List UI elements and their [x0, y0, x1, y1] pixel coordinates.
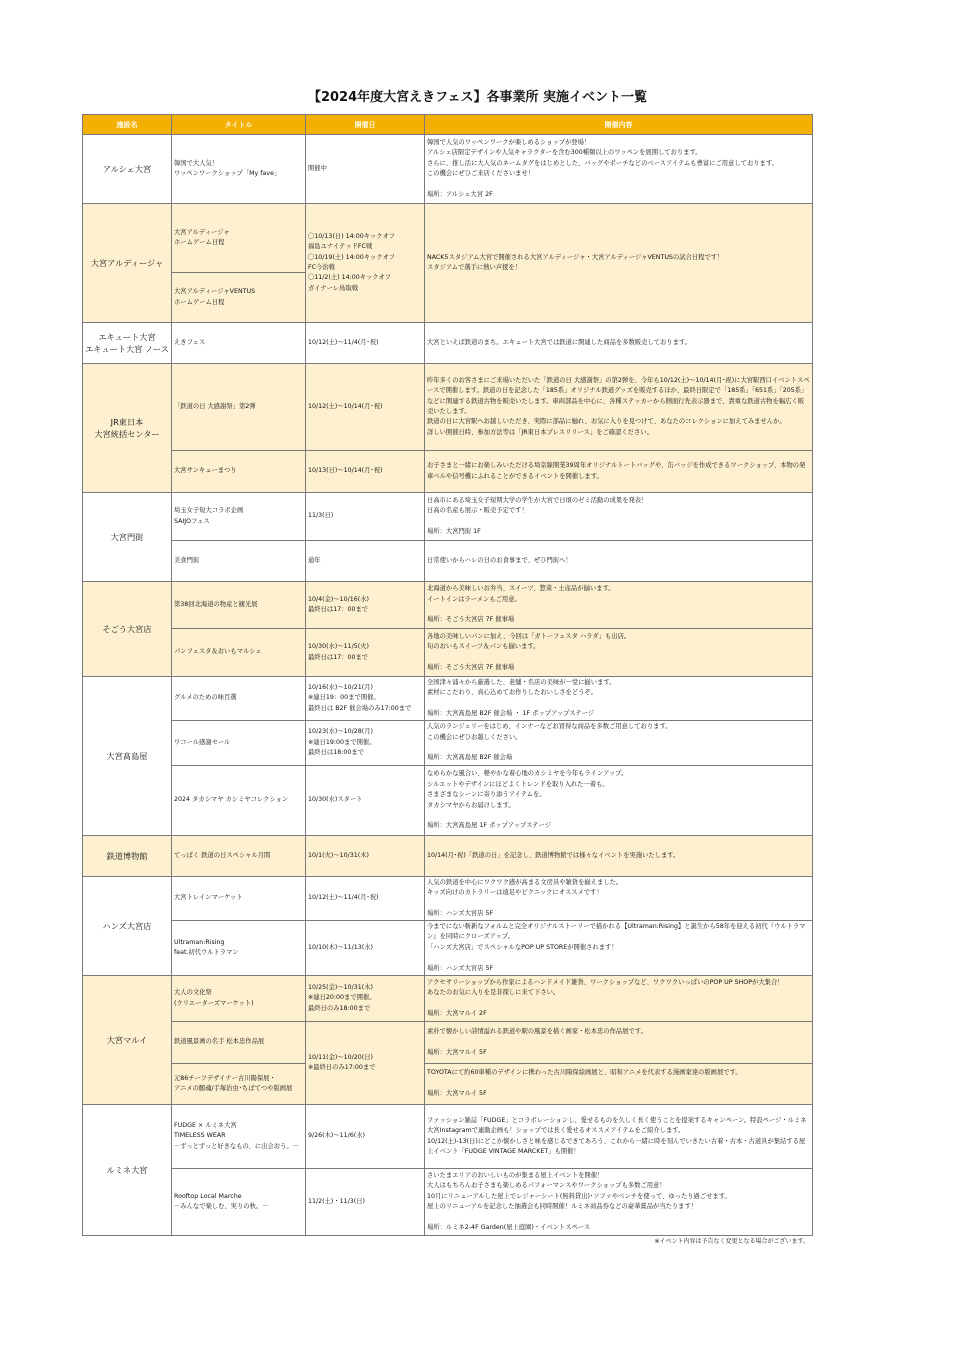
table-row: [83, 629, 813, 677]
event-date-cell: 10/13(日)～10/14(月･祝): [306, 451, 425, 493]
table-row: [83, 921, 813, 976]
event-title-cell: 元86チーフデザイナー古川陽保展・ アニメの髄魂/手塚治虫･ちばてつや版画展: [172, 1064, 306, 1105]
event-content-cell: 大宮といえば鉄道のまち。エキュート大宮では鉄道に関連した商品を多数販売しております。: [425, 323, 813, 364]
header-facility: 施設名: [83, 115, 172, 135]
table-row: [83, 836, 813, 877]
event-title-cell: 大人の文化祭 (クリエーターズマーケット): [172, 976, 306, 1022]
event-date-cell: 10/10(木)～11/13(水): [306, 921, 425, 976]
facility-cell: 大宮門街: [83, 493, 172, 582]
event-title-cell: Rooftop Local Marche －みんなで楽しむ、実りの秋。－: [172, 1169, 306, 1236]
event-title-cell: 韓国で大人気！ ワッペンワークショップ「My fave」: [172, 135, 306, 204]
event-content-cell: 人気のランジェリーをはじめ、インナーなどお買得な商品を多数ご用意しております。 この機会にぜひお越しください。 場所：大宮髙島屋 B2F 催会場: [425, 721, 813, 766]
event-title-cell: 埼玉女子短大コラボ企画 SAIJOフェス: [172, 493, 306, 541]
facility-cell: 大宮アルディージャ: [83, 204, 172, 323]
facility-cell: 大宮髙島屋: [83, 677, 172, 836]
event-date-cell: 開催中: [306, 135, 425, 204]
event-content-cell: ファッション雑誌「FUDGE」とコラボレーションし、愛せるものを久しく長く使うことを提案するキャンペーン。特設ページ・ルミネ大宮Instagramで連動企画も！ショップでは長く愛せるオススメアイテムをご紹介します。 10/12(土)-13(日)にどこか懐かしさと味を感じるできてあろう、これから一緒に時を刻んでいきたい古着・古本・古道具が集結する屋上イベント「FUDGE VINTAGE MARCKET」も開催！: [425, 1105, 813, 1169]
table-body: [83, 135, 813, 1236]
event-title-cell: パンフェスタ＆おいもマルシェ: [172, 629, 306, 677]
facility-cell: ハンズ大宮店: [83, 877, 172, 976]
event-title-cell: FUDGE × ルミネ大宮 TIMELESS WEAR －ずっとずっと好きなもの、に出会おう。－: [172, 1105, 306, 1169]
table-row: [83, 1169, 813, 1236]
facility-cell: エキュート大宮 エキュート大宮 ノース: [83, 323, 172, 364]
table-row: [83, 766, 813, 836]
event-date-cell: 10/30(水)～11/5(火) 最終日は17：00まで: [306, 629, 425, 677]
facility-cell: JR東日本 大宮統括センター: [83, 364, 172, 493]
event-title-cell: 鉄道風景画の名手 松本忠作品展: [172, 1022, 306, 1064]
event-date-cell: 〇10/13(日) 14:00キックオフ 福島ユナイテッドFC戦 〇10/19(土) 14:00キックオフ FC今治戦 〇11/2(土) 14:00キックオフ ガイナーレ鳥取戦: [306, 204, 425, 323]
table-row: [83, 582, 813, 629]
table-row: [83, 541, 813, 582]
event-title-cell: えきフェス: [172, 323, 306, 364]
table-row: [83, 877, 813, 921]
event-content-cell: 北海道から美味しいお弁当、スイーツ、惣菜・土産品が揃います。 イートインはラーメンもご用意。 場所：そごう大宮店 7F 催事場: [425, 582, 813, 629]
event-title-cell: 大宮トレインマーケット: [172, 877, 306, 921]
facility-cell: 鉄道博物館: [83, 836, 172, 877]
table-row: [83, 493, 813, 541]
event-date-cell: 9/26(木)～11/6(水): [306, 1105, 425, 1169]
event-title-cell: てっぱく 鉄道の日スペシャル月間: [172, 836, 306, 877]
table-row: [83, 1022, 813, 1064]
event-content-cell: 10/14(月･祝)「鉄道の日」を記念し、鉄道博物館では様々なイベントを実施いたします。: [425, 836, 813, 877]
event-title-cell: 大宮アルディージャVENTUS ホームゲーム日程: [172, 273, 306, 323]
event-title-cell: 2024 タカシマヤ カシミヤコレクション: [172, 766, 306, 836]
facility-cell: そごう大宮店: [83, 582, 172, 677]
event-title-cell: グルメのための味百選: [172, 677, 306, 721]
footnote: ※イベント内容は予告なく変更となる場合がございます。: [654, 1238, 809, 1245]
event-content-cell: なめらかな風合い、軽やかな着心地のカシミヤを今年もラインアップ。 シルエットやデザインにほどよくトレンドを取り入れた一着も。 さまざまなシーンに寄り添うアイテムを。 タカシマヤからお届けします。 場所：大宮髙島屋 1F ポップアップステージ: [425, 766, 813, 836]
header-date: 開催日: [306, 115, 425, 135]
event-table: [82, 114, 813, 1236]
event-title-cell: 大宮アルディージャ ホームゲーム日程: [172, 204, 306, 273]
event-date-cell: 10/12(土)～11/4(月･祝): [306, 877, 425, 921]
table-row: [83, 451, 813, 493]
event-content-cell: 韓国で人気のワッペンワークが楽しめるショップが登場！ アルシェ店限定デザインや人気キャラクターを含む300種類以上のワッペンを展開しております。 さらに、推し活に大人気のネームタグをはじめとした、バッグやポーチなどのベースアイテムも豊富にご用意しております。 この機会にぜひご来店くださいませ！ 場所：アルシェ大宮 2F: [425, 135, 813, 204]
header-title: タイトル: [172, 115, 306, 135]
event-content-cell: 全国津々浦々から厳選した、老舗・名店の美味が一堂に揃います。 素材にこだわり、真心込めてお作りしたおいしさをどうぞ。 場所：大宮髙島屋 B2F 催会場 ・ 1F ポップアップステージ: [425, 677, 813, 721]
event-date-cell: 10/12(土)～11/4(月･祝): [306, 323, 425, 364]
event-date-cell: 10/11(金)～10/20(日) ※最終日のみ17:00まで: [306, 1022, 425, 1105]
event-content-cell: アクセサリーショップから作家によるハンドメイド雑貨、ワークショップなど、ワクワクいっぱいのPOP UP SHOPが大集合！ あなたのお気に入りを是非探しに来て下さい。 場所：大宮マルイ 2F: [425, 976, 813, 1022]
event-date-cell: 11/2(土)・11/3(日): [306, 1169, 425, 1236]
event-content-cell: お子さまと一緒にお楽しみいただける埼京線開業39周年オリジナルトートバッグや、缶バッジを作成できるワークショップ、本物の発車ベルや信号機にふれることができるイベントを開催します。: [425, 451, 813, 493]
header-content: 開催内容: [425, 115, 813, 135]
event-content-cell: 人気の鉄道を中心にワクワク感が高まる文房具や雑貨を揃えました。 キッズ向けのカトラリーは遠足やピクニックにオススメです！ 場所：ハンズ大宮店 5F: [425, 877, 813, 921]
event-date-cell: 11/3(日): [306, 493, 425, 541]
table-row: [83, 323, 813, 364]
event-date-cell: 10/23(水)～10/28(月) ※連日19:00まで開催。 最終日は18:00まで: [306, 721, 425, 766]
event-date-cell: 10/16(水)～10/21(月) ※連日19：00まで開催。 最終日は B2F 催会場のみ17:00まで: [306, 677, 425, 721]
event-date-cell: 10/4(金)～10/16(水) 最終日は17：00まで: [306, 582, 425, 629]
table-row: [83, 135, 813, 204]
event-content-cell: 日高市にある埼玉女子短期大学の学生が大宮で日頃のゼミ活動の成果を発表！ 日高の名産も展示・販売予定です！ 場所：大宮門街 1F: [425, 493, 813, 541]
event-date-cell: 10/1(火)～10/31(木): [306, 836, 425, 877]
event-title-cell: ワコール感謝セール: [172, 721, 306, 766]
table-header-row: [83, 115, 813, 135]
event-content-cell: 素朴で懐かしい詩情溢れる鉄道や駅の風景を描く画家・松本忠の作品展です。 場所：大宮マルイ 5F: [425, 1022, 813, 1064]
facility-cell: アルシェ大宮: [83, 135, 172, 204]
event-title-cell: 「鉄道の日 大感謝祭」第2弾: [172, 364, 306, 451]
event-date-cell: 10/30(水)スタート: [306, 766, 425, 836]
table-row: [83, 1064, 813, 1105]
event-content-cell: 昨年多くのお客さまにご来場いただいた「鉄道の日 大感謝祭」の第2弾を、今年も10/12(土)～10/14(月･祝)に大宮駅西口イベントスペースで開催します。鉄道の日を記念した「185系」オリジナル鉄道グッズを販売するほか、最終日限定で「185系」「651系」「205系」などに関連する鉄道古物を販売いたします。車両部品を中心に、各種ステッカーから側面行先表示器まで、貴重な鉄道古物を幅広く販売いたします。 鉄道の日に大宮駅へお越しいただき、実際に部品に触れ、お気に入りを見つけて、あなたのコレクションに加えてみませんか。 詳しい開催日時、参加方法等は「JR東日本プレスリリース」をご確認ください。: [425, 364, 813, 451]
facility-cell: ルミネ大宮: [83, 1105, 172, 1236]
event-date-cell: 10/12(土)～10/14(月･祝): [306, 364, 425, 451]
event-content-cell: 今までにない斬新なフォルムと完全オリジナルストーリーで描かれる【Ultraman:Rising】と誕生から58年を迎える初代『ウルトラマン』を同時にクローズアップ。 「ハンズ大宮店」でスペシャルなPOP UP STOREが開催されます！ 場所：ハンズ大宮店 5F: [425, 921, 813, 976]
event-content-cell: 各地の美味しいパンに加え、今回は「ガトーフェスタ ハラダ」も出店。 旬のおいもスイーツ＆パンも揃います。 場所：そごう大宮店 7F 催事場: [425, 629, 813, 677]
table-row: [83, 364, 813, 451]
table-row: [83, 721, 813, 766]
event-content-cell: さいたまエリアのおいしいものが集まる屋上イベントを開催！ 大人はもちろんお子さまも楽しめるパフォーマンスやワークショップも多数ご用意！ 10月にリニューアルした屋上でレジャーシート(無料貸出)･ソファやベンチを使って、ゆったり過ごせます。 屋上のリニューアルを記念した抽選会も同時開催！ルミネ商品券などの豪華賞品が当たります！ 場所：ルミネ2-4F Garden(屋上庭園)・イベントスペース: [425, 1169, 813, 1236]
event-content-cell: 日常使いからハレの日のお食事まで、ぜひ門街へ！: [425, 541, 813, 582]
table-row: [83, 1105, 813, 1169]
facility-cell: 大宮マルイ: [83, 976, 172, 1105]
event-content-cell: NACK5スタジアム大宮で開催される大宮アルディージャ・大宮アルディージャVENTUSの試合日程です！ スタジアムで選手に熱い声援を！: [425, 204, 813, 323]
document-title: 【2024年度大宮えきフェス】各事業所 実施イベント一覧: [307, 90, 648, 105]
event-content-cell: TOYOTAにて約60車種のデザインに携わった古川陽保絵画展と、昭和アニメを代表する漫画家達の版画展です。 場所：大宮マルイ 5F: [425, 1064, 813, 1105]
event-title-cell: 大宮サンキューまつり: [172, 451, 306, 493]
table-row: [83, 677, 813, 721]
table-row: [83, 204, 813, 273]
event-title-cell: Ultraman:Rising feat.初代ウルトラマン: [172, 921, 306, 976]
event-date-cell: 10/25(金)～10/31(木) ※連日20:00まで開催。 最終日のみ18:00まで: [306, 976, 425, 1022]
event-date-cell: 通年: [306, 541, 425, 582]
event-title-cell: 第38回北海道の物産と観光展: [172, 582, 306, 629]
table-row: [83, 976, 813, 1022]
event-title-cell: 美食門街: [172, 541, 306, 582]
